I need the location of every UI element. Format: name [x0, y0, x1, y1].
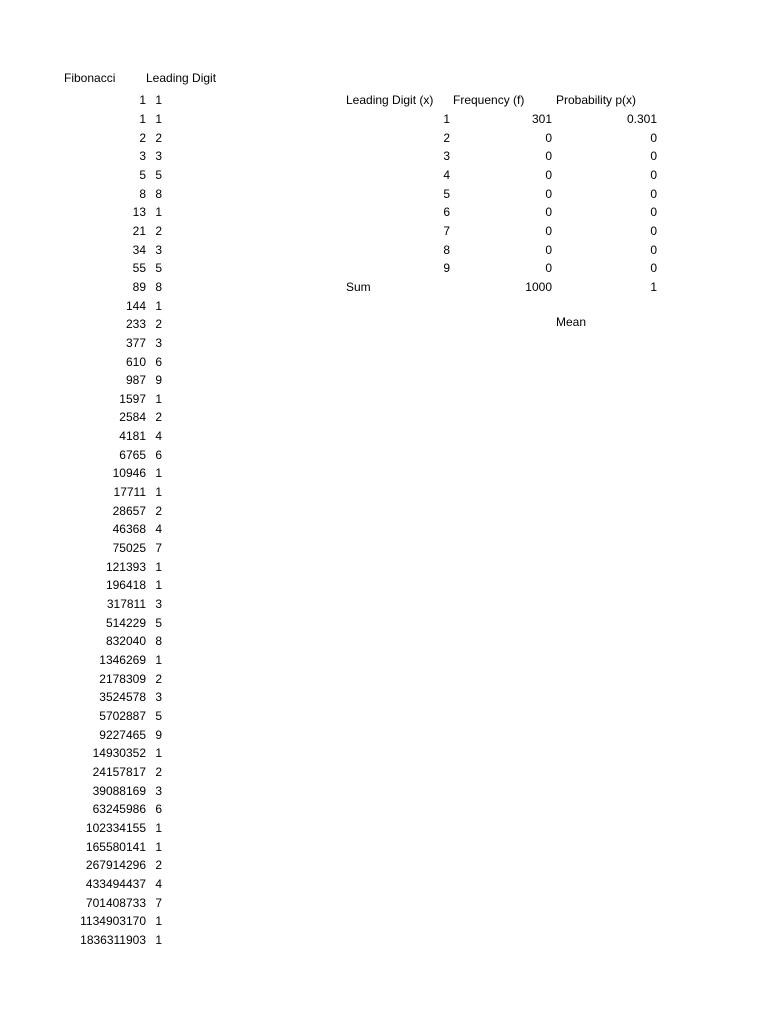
fib-row [40, 408, 162, 427]
leading-digit-cell[interactable]: 6 [155, 802, 162, 817]
distribution-row [346, 259, 657, 278]
fib-number-cell[interactable]: 2 [139, 130, 146, 145]
digit-x-cell[interactable]: 4 [443, 167, 450, 182]
fib-row [40, 781, 162, 800]
distribution-rows [346, 110, 657, 278]
leading-digit-cell[interactable]: 1 [155, 391, 162, 406]
leading-digit-cell[interactable]: 5 [155, 167, 162, 182]
leading-digit-cell[interactable]: 7 [155, 895, 162, 910]
fib-row [40, 334, 162, 353]
distribution-header-row [346, 91, 657, 110]
fib-row [40, 539, 162, 558]
fib-row [40, 427, 162, 446]
fib-row [40, 819, 162, 838]
fib-row [40, 576, 162, 595]
fib-row [40, 464, 162, 483]
fib-row [40, 166, 162, 185]
fib-row [40, 501, 162, 520]
leading-digit-cell[interactable]: 5 [155, 615, 162, 630]
probability-cell[interactable]: 0 [650, 242, 657, 257]
fib-number-cell[interactable]: 14930352 [92, 746, 146, 761]
header-fibonacci[interactable]: Fibonacci [64, 71, 116, 85]
header-probability[interactable]: Probability p(x) [556, 93, 637, 108]
sum-frequency[interactable]: 1000 [525, 279, 552, 294]
leading-digit-cell[interactable]: 3 [155, 597, 162, 612]
fib-number-cell[interactable]: 24157817 [92, 764, 146, 779]
fib-number-cell[interactable]: 39088169 [92, 783, 146, 798]
fib-row [40, 688, 162, 707]
frequency-cell[interactable]: 0 [545, 223, 552, 238]
frequency-cell[interactable]: 0 [545, 186, 552, 201]
fib-number-cell[interactable]: 377 [125, 335, 146, 350]
fib-row [40, 595, 162, 614]
fib-row [40, 632, 162, 651]
leading-digit-cell[interactable]: 8 [155, 634, 162, 649]
fib-number-cell[interactable]: 317811 [106, 597, 146, 612]
frequency-cell[interactable]: 301 [531, 111, 552, 126]
leading-digit-cell[interactable]: 3 [155, 335, 162, 350]
fib-row [40, 557, 162, 576]
leading-digit-cell[interactable]: 3 [155, 242, 162, 257]
leading-digit-cell[interactable]: 2 [155, 858, 162, 873]
fib-row [40, 613, 162, 632]
fib-row [40, 483, 162, 502]
fib-number-cell[interactable]: 267914296 [85, 858, 146, 873]
fib-row [40, 651, 162, 670]
distribution-row [346, 222, 657, 241]
leading-digit-cell[interactable]: 1 [155, 746, 162, 761]
fib-row [40, 240, 162, 259]
fib-row [40, 800, 162, 819]
fib-row [40, 390, 162, 409]
digit-x-cell[interactable]: 3 [443, 149, 450, 164]
fib-number-cell[interactable]: 3524578 [99, 690, 146, 705]
fib-number-cell[interactable]: 196418 [105, 578, 146, 593]
leading-digit-cell[interactable]: 2 [155, 317, 162, 332]
digit-x-cell[interactable]: 8 [443, 242, 450, 257]
fib-number-cell[interactable]: 46368 [112, 522, 146, 537]
leading-digit-cell[interactable]: 1 [155, 820, 162, 835]
leading-digit-cell[interactable]: 2 [155, 503, 162, 518]
distribution-row [346, 147, 657, 166]
fib-row [40, 128, 162, 147]
fib-number-cell[interactable]: 5 [139, 167, 146, 182]
digit-x-cell[interactable]: 9 [443, 261, 450, 276]
leading-digit-cell[interactable]: 1 [155, 485, 162, 500]
fib-number-cell[interactable]: 987 [125, 373, 146, 388]
digit-x-cell[interactable]: 6 [443, 205, 450, 220]
frequency-cell[interactable]: 0 [545, 261, 552, 276]
fib-row [40, 110, 162, 129]
fib-row [40, 278, 162, 297]
fib-number-cell[interactable]: 1597 [119, 391, 146, 406]
leading-digit-cell[interactable]: 7 [155, 541, 162, 556]
fib-row [40, 184, 162, 203]
fib-number-cell[interactable]: 17711 [113, 485, 146, 500]
fib-row [40, 147, 162, 166]
frequency-cell[interactable]: 0 [545, 167, 552, 182]
frequency-cell[interactable]: 0 [545, 205, 552, 220]
leading-digit-cell[interactable]: 1 [155, 653, 162, 668]
distribution-row [346, 203, 657, 222]
fib-row [40, 520, 162, 539]
fib-number-cell[interactable]: 34 [132, 242, 146, 257]
fib-table [40, 91, 162, 949]
fib-number-cell[interactable]: 10946 [112, 466, 146, 481]
fib-row [40, 725, 162, 744]
fib-number-cell[interactable]: 1 [139, 93, 146, 108]
leading-digit-cell[interactable]: 6 [155, 354, 162, 369]
distribution-table [346, 91, 657, 296]
digit-x-cell[interactable]: 7 [443, 223, 450, 238]
fib-row [40, 259, 162, 278]
leading-digit-cell[interactable]: 8 [155, 279, 162, 294]
fib-row [40, 203, 162, 222]
fib-row [40, 875, 162, 894]
probability-cell[interactable]: 0.301 [626, 111, 657, 126]
probability-cell[interactable]: 0 [650, 186, 657, 201]
fib-number-cell[interactable]: 75025 [112, 541, 146, 556]
leading-digit-cell[interactable]: 3 [155, 783, 162, 798]
fib-row [40, 893, 162, 912]
fib-row [40, 763, 162, 782]
header-leading-digit[interactable]: Leading Digit [146, 71, 217, 85]
fib-row [40, 352, 162, 371]
leading-digit-cell[interactable]: 9 [155, 373, 162, 388]
fib-row [40, 222, 162, 241]
fib-number-cell[interactable]: 55 [132, 261, 146, 276]
fib-number-cell[interactable]: 89 [132, 279, 146, 294]
header-leading-digit-x[interactable]: Leading Digit (x) [346, 93, 434, 108]
header-frequency[interactable]: Frequency (f) [453, 93, 525, 108]
probability-cell[interactable]: 0 [650, 261, 657, 276]
fib-number-cell[interactable]: 1836311903 [80, 932, 146, 947]
fib-row [40, 856, 162, 875]
probability-cell[interactable]: 0 [650, 149, 657, 164]
digit-x-cell[interactable]: 1 [443, 111, 450, 126]
fib-number-cell[interactable]: 28657 [112, 503, 146, 518]
leading-digit-cell[interactable]: 2 [155, 130, 162, 145]
probability-cell[interactable]: 0 [650, 167, 657, 182]
fib-number-cell[interactable]: 610 [125, 354, 146, 369]
fib-number-cell[interactable]: 1 [139, 111, 146, 126]
fib-number-cell[interactable]: 21 [132, 223, 146, 238]
fib-number-cell[interactable]: 1346269 [99, 653, 146, 668]
probability-cell[interactable]: 0 [650, 223, 657, 238]
fib-number-cell[interactable]: 4181 [119, 429, 146, 444]
leading-digit-cell[interactable]: 1 [155, 914, 162, 929]
distribution-row [346, 184, 657, 203]
fib-number-cell[interactable]: 3 [139, 149, 146, 164]
fib-number-cell[interactable]: 233 [125, 317, 146, 332]
fib-number-cell[interactable]: 701408733 [85, 895, 146, 910]
fib-table-header [64, 72, 216, 84]
fib-number-cell[interactable]: 102334155 [85, 820, 146, 835]
distribution-row [346, 240, 657, 259]
leading-digit-cell[interactable]: 1 [155, 932, 162, 947]
sum-probability[interactable]: 1 [650, 279, 657, 294]
leading-digit-cell[interactable]: 1 [155, 111, 162, 126]
leading-digit-cell[interactable]: 1 [155, 466, 162, 481]
fib-number-cell[interactable]: 121393 [105, 559, 146, 574]
leading-digit-cell[interactable]: 9 [155, 727, 162, 742]
fib-row [40, 296, 162, 315]
leading-digit-cell[interactable]: 2 [155, 410, 162, 425]
leading-digit-cell[interactable]: 4 [155, 522, 162, 537]
leading-digit-cell[interactable]: 3 [155, 149, 162, 164]
probability-cell[interactable]: 0 [650, 130, 657, 145]
fib-row [40, 669, 162, 688]
digit-x-cell[interactable]: 2 [443, 130, 450, 145]
fib-row [40, 707, 162, 726]
fib-row [40, 371, 162, 390]
fib-number-cell[interactable]: 433494437 [85, 876, 146, 891]
leading-digit-cell[interactable]: 1 [155, 559, 162, 574]
leading-digit-cell[interactable]: 3 [155, 690, 162, 705]
fib-number-cell[interactable]: 832040 [105, 634, 146, 649]
sum-row [346, 278, 657, 297]
leading-digit-cell[interactable]: 2 [155, 223, 162, 238]
leading-digit-cell[interactable]: 4 [155, 429, 162, 444]
distribution-row [346, 166, 657, 185]
leading-digit-cell[interactable]: 1 [155, 93, 162, 108]
leading-digit-cell[interactable]: 5 [155, 708, 162, 723]
leading-digit-cell[interactable]: 4 [155, 876, 162, 891]
leading-digit-cell[interactable]: 5 [155, 261, 162, 276]
leading-digit-cell[interactable]: 2 [155, 671, 162, 686]
leading-digit-cell[interactable]: 6 [155, 447, 162, 462]
leading-digit-cell[interactable]: 1 [155, 839, 162, 854]
fib-number-cell[interactable]: 2584 [119, 410, 146, 425]
fib-row [40, 837, 162, 856]
fib-row [40, 912, 162, 931]
frequency-cell[interactable]: 0 [545, 242, 552, 257]
fib-number-cell[interactable]: 8 [139, 186, 146, 201]
fib-number-cell[interactable]: 6765 [119, 447, 146, 462]
distribution-row [346, 110, 657, 129]
fib-row [40, 445, 162, 464]
fib-row [40, 744, 162, 763]
fib-number-cell[interactable]: 13 [132, 205, 146, 220]
fib-number-cell[interactable]: 1134903170 [80, 914, 146, 929]
fib-number-cell[interactable]: 144 [125, 298, 146, 313]
leading-digit-cell[interactable]: 8 [155, 186, 162, 201]
sum-label[interactable]: Sum [346, 279, 371, 294]
mean-label[interactable]: Mean [556, 315, 587, 329]
fib-number-cell[interactable]: 165580141 [85, 839, 146, 854]
leading-digit-cell[interactable]: 2 [155, 764, 162, 779]
fib-row [40, 931, 162, 950]
fib-row [40, 91, 162, 110]
leading-digit-cell[interactable]: 1 [155, 298, 162, 313]
fib-number-cell[interactable]: 9227465 [99, 727, 146, 742]
frequency-cell[interactable]: 0 [545, 130, 552, 145]
digit-x-cell[interactable]: 5 [443, 186, 450, 201]
fib-row [40, 315, 162, 334]
leading-digit-cell[interactable]: 1 [155, 578, 162, 593]
leading-digit-cell[interactable]: 1 [155, 205, 162, 220]
fib-number-cell[interactable]: 514229 [105, 615, 146, 630]
probability-cell[interactable]: 0 [650, 205, 657, 220]
fib-number-cell[interactable]: 2178309 [99, 671, 146, 686]
fib-number-cell[interactable]: 63245986 [92, 802, 146, 817]
frequency-cell[interactable]: 0 [545, 149, 552, 164]
fib-number-cell[interactable]: 5702887 [99, 708, 146, 723]
distribution-row [346, 128, 657, 147]
